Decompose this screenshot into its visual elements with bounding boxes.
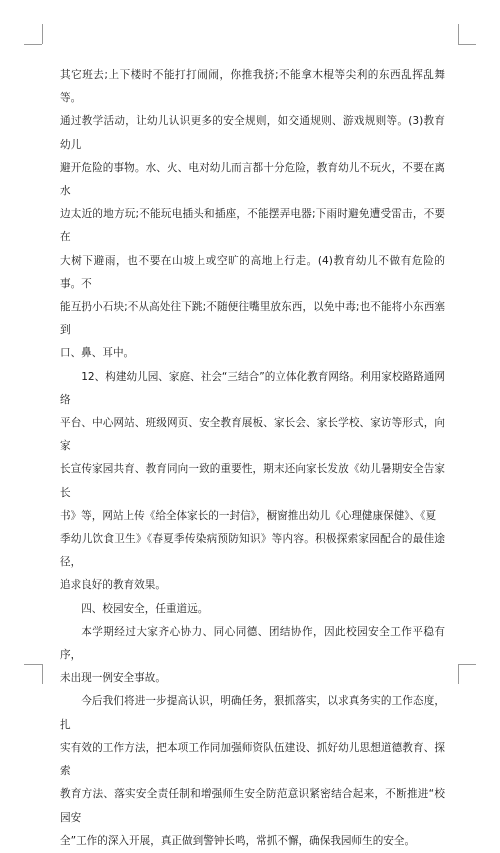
document-body — [60, 64, 445, 853]
text-line: 四、校园安全，任重道远。 — [81, 602, 209, 615]
text-line: 追求良好的教育效果。 — [60, 579, 166, 592]
paragraph-p2 — [60, 366, 445, 598]
paragraph-p1 — [60, 64, 445, 366]
text-line: 避开危险的事物。水、火、电对幼儿而言都十分危险，教育幼儿不玩火，不要在离水 — [60, 161, 445, 198]
text-line: 能互扔小石块;不从高处往下跳;不随便往嘴里放东西，以免中毒;也不能将小东西塞到 — [60, 301, 445, 337]
text-line: 今后我们将进一步提高认识，明确任务，狠抓落实，以求真务实的工作态度，扎 — [60, 695, 445, 731]
text-line: 未出现一例安全事故。 — [60, 672, 166, 685]
text-line: 书》等，网站上传《给全体家长的一封信》，橱窗推出幼儿《心理健康保健》、《夏 — [60, 509, 437, 522]
text-line: 边太近的地方玩;不能玩电插头和插座，不能摆弄电器;下雨时避免遭受雷击，不要在 — [60, 208, 445, 244]
text-line: 实有效的工作方法，把本项工作同加强师资队伍建设、抓好幼儿思想道德教育、探索 — [60, 741, 445, 778]
paragraph-p4 — [60, 621, 445, 691]
text-line: 季幼儿饮食卫生》《春夏季传染病预防知识》等内容。积极探索家园配合的最佳途径， — [60, 533, 445, 569]
text-line: 大树下避雨，也不要在山坡上或空旷的高地上行走。(4)教育幼儿不做有危险的事。不 — [60, 254, 445, 290]
text-line: 长宣传家园共育、教育同向一致的重要性，期末还向家长发放《幼儿暑期安全告家长 — [60, 463, 445, 499]
text-line: 口、鼻、耳中。 — [60, 347, 135, 360]
text-line: 通过教学活动，让幼儿认识更多的安全规则，如交通规则、游戏规则等。(3)教育幼儿 — [60, 115, 445, 151]
text-line: 平台、中心网站、班级网页、安全教育展板、家长会、家长学校、家访等形式，向家 — [60, 417, 445, 453]
text-line: 12、构建幼儿园、家庭、社会“三结合”的立体化教育网络。利用家校路路通网络 — [60, 370, 445, 406]
text-line: 其它班去;上下楼时不能打打闹闹，你推我挤;不能拿木棍等尖利的东西乱挥乱舞等。 — [60, 69, 445, 105]
text-line: 本学期经过大家齐心协力、同心同德、团结协作，因此校园安全工作平稳有序， — [60, 625, 445, 662]
text-line: 全”工作的深入开展，真正做到警钟长鸣，常抓不懈，确保我园师生的安全。 — [60, 834, 416, 847]
text-line: 教育方法、落实安全责任制和增强师生安全防范意识紧密结合起来，不断推进“校园安 — [60, 788, 445, 824]
paragraph-p3 — [60, 598, 445, 621]
paragraph-p5 — [60, 690, 445, 852]
